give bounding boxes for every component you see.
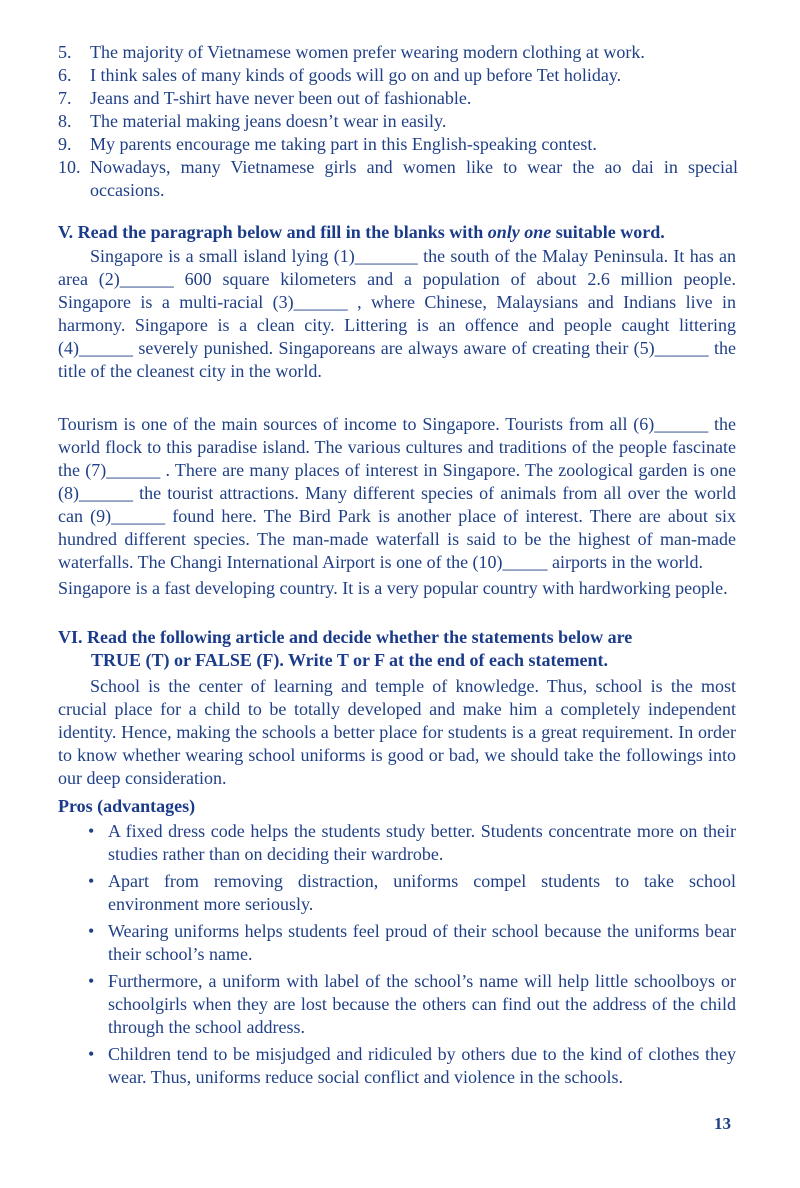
bullet-icon: • [88, 1044, 95, 1064]
list-item: 8. The material making jeans doesn’t wear in easily. [58, 111, 447, 131]
list-item: 5. The majority of Vietnamese women prefer wearing modern clothing at work. [58, 42, 645, 62]
singapore-paragraph-3: Singapore is a fast developing country. It is a very popular country with hardworking people. [58, 578, 728, 598]
pros-heading: Pros (advantages) [58, 796, 196, 816]
section-6-heading-line2: TRUE (T) or FALSE (F). Write T or F at the end of each statement. [91, 650, 608, 670]
bullet-icon: • [88, 971, 95, 991]
section-6-heading-line1: VI. Read the following article and decide whether the statements below are [58, 627, 633, 647]
section-5-heading: V. Read the paragraph below and fill in the blanks with only one suitable word. [58, 222, 665, 242]
bullet-icon: • [88, 871, 95, 891]
page-number: 13 [714, 1114, 731, 1133]
exercise-list [58, 41, 738, 202]
pros-list [88, 820, 736, 1093]
section-6-heading [58, 626, 738, 672]
bullet-icon: • [88, 921, 95, 941]
list-item: 7. Jeans and T-shirt have never been out of fashionable. [58, 88, 472, 108]
singapore-paragraph-1: Singapore is a small island lying (1)_______ the south of the Malay Peninsula. It has an area (2)______ 600 square kilometers and a population of about 2.6 million people. Singapore is a multi-racial (3)______ , where Chinese, Malaysians and Indians live in harmony. Singapore is a clean city. Littering is an offence and people caught littering (4)______ severely punished. Singaporeans are always aware of creating their (5)______ the title of the cleanest city in the world. [58, 246, 736, 381]
list-item: • A fixed dress code helps the students study better. Students concentrate more on their studies rather than on deciding their wardrobe. [88, 821, 736, 864]
list-item: 10. Nowadays, many Vietnamese girls and women like to wear the ao dai in special occasions. [58, 157, 738, 200]
list-item: 9. My parents encourage me taking part in this English-speaking contest. [58, 134, 597, 154]
list-item: • Furthermore, a uniform with label of the school’s name will help little schoolboys or schoolgirls when they are lost because the others can find out the address of the child through the school address. [88, 971, 736, 1037]
list-item: • Wearing uniforms helps students feel proud of their school because the uniforms bear their school’s name. [88, 921, 736, 964]
list-item: • Apart from removing distraction, uniforms compel students to take school environment more seriously. [88, 871, 736, 914]
singapore-paragraph-2: Tourism is one of the main sources of income to Singapore. Tourists from all (6)______ the world flock to this paradise island. The various cultures and traditions of the people fascinate the (7)______ . There are many places of interest in Singapore. The zoological garden is one (8)______ the tourist attractions. Many different species of animals from all over the world can (9)______ found here. The Bird Park is another place of interest. There are about six hundred different species. The man-made waterfall is said to be the highest of man-made waterfalls. The Changi International Airport is one of the (10)_____ airports in the world. [58, 414, 736, 572]
list-item: • Children tend to be misjudged and ridiculed by others due to the kind of clothes they wear. Thus, uniforms reduce social conflict and violence in the schools. [88, 1044, 736, 1087]
list-item: 6. I think sales of many kinds of goods will go on and up before Tet holiday. [58, 65, 622, 85]
uniform-article-intro: School is the center of learning and temple of knowledge. Thus, school is the most crucial place for a child to be totally developed and make him a completely independent identity. Hence, making the schools a better place for students is a great requirement. In order to know whether wearing school uniforms is good or bad, we should take the followings into our deep consideration. [58, 676, 736, 788]
bullet-icon: • [88, 821, 95, 841]
